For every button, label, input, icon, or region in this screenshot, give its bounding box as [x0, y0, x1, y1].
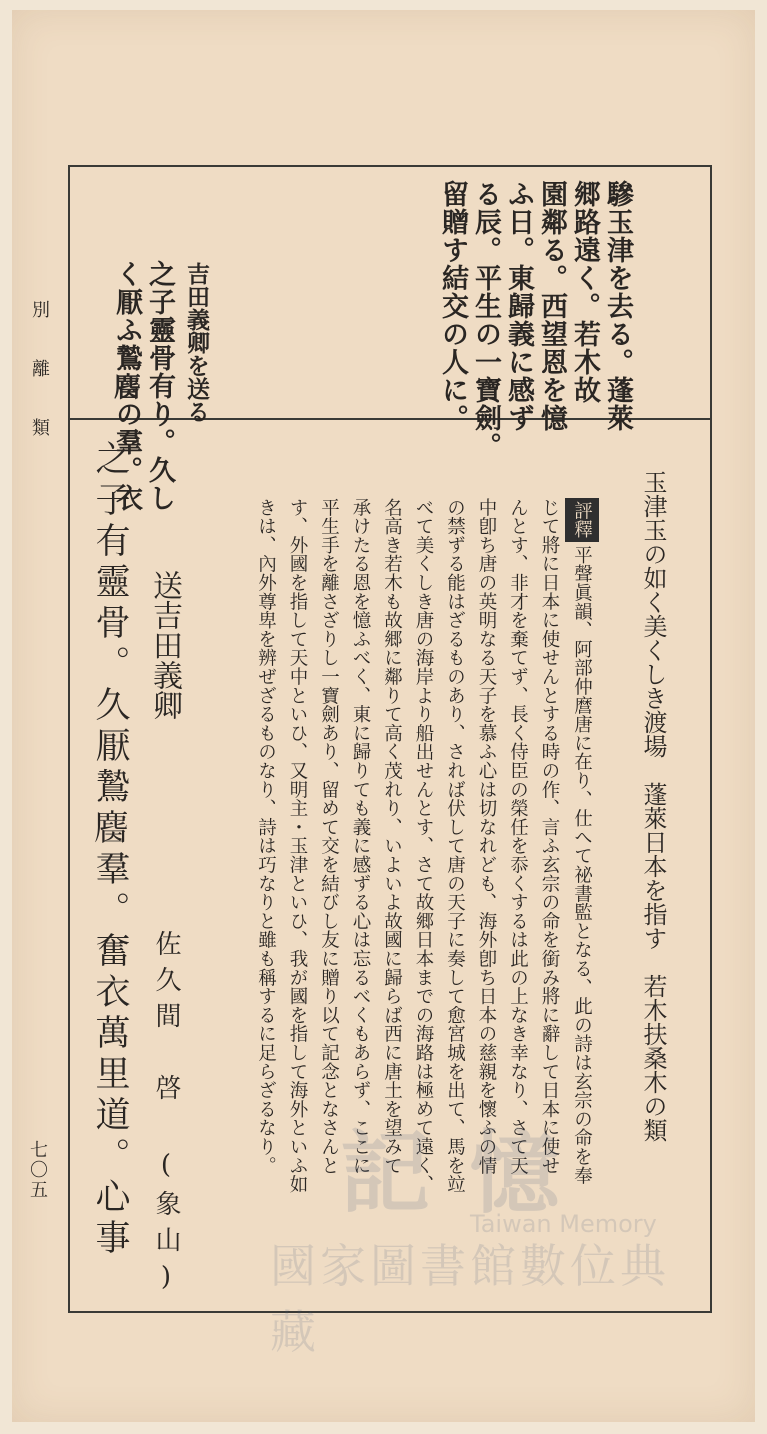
kundoku-poem2-title: 吉田義卿を送る: [183, 262, 210, 423]
poem-title: 送吉田義卿: [147, 570, 182, 720]
poem-author: 佐久間 啓 (象山): [151, 930, 181, 1302]
chapter-title: 別 離 類: [29, 300, 50, 446]
watermark-en: Taiwan Memory: [470, 1210, 657, 1238]
commentary-body: 平聲眞韻、阿部仲麿唐に在り、仕へて祕書監となる、此の詩は玄宗の命を奉 じて將に日本に使せんとする時の作、言ふ玄宗の命を銜み將に辭して日本に使せ んとす、非才を棄てず、長く侍臣の榮任を忝くするは此の上なき幸なり、さて天 中卽ち唐の英明なる天子を慕ふ心は切なれども、海外卽ち日本の慈親を懷ふの情 の禁ずる能はざるものあり、されば伏して唐の天子に奏して愈宮城を出て、馬を竝 べて美くしき唐の海岸より船出せんとす、さて故郷日本までの海路は極めて遠く、 名高き若木も故郷に鄰りて高く茂れり、いよいよ故國に歸らば西に唐土を望みて 承けたる恩を憶ふべく、東に歸りても義に感ずる心は忘るべくもあらず、ここに 平生手を離さざりし一寶劍あり、留めて交を結びし友に贈り以て記念となさんと す、外國を指して天中といひ、又明主・玉津といひ、我が國を指して海外といふ如 きは、內外尊卑を辨ぜざるものなり、詩は巧なりと雖も稱するに足らざるなり。: [255, 498, 593, 1194]
glosses: 玉津玉の如く美くしき渡場 蓬萊日本を指す 若木扶桑木の類: [639, 470, 667, 1142]
commentary-badge: 評釋: [565, 498, 599, 542]
library-watermark: [270, 1100, 710, 1359]
watermark-sub: 國家圖書館數位典藏: [270, 1239, 670, 1359]
kundoku-poem1: 驂玉津を去る。蓬萊 郷路遠く。若木故 園鄰る。西望恩を憶 ふ日。東歸義に感ず る辰。平生の一寶劍。 留贈す結交の人に。: [437, 180, 633, 460]
page-number: 七〇五: [27, 1140, 48, 1200]
poem-text: 之子有靈骨。久厭鷙𪊦羣。奮衣萬里道。心事: [90, 440, 130, 1260]
kundoku-poem2: 之子靈骨有り。久し く厭ふ鷙𪊦の羣。衣: [111, 260, 175, 512]
watermark-main: 記 憶: [340, 1121, 564, 1226]
